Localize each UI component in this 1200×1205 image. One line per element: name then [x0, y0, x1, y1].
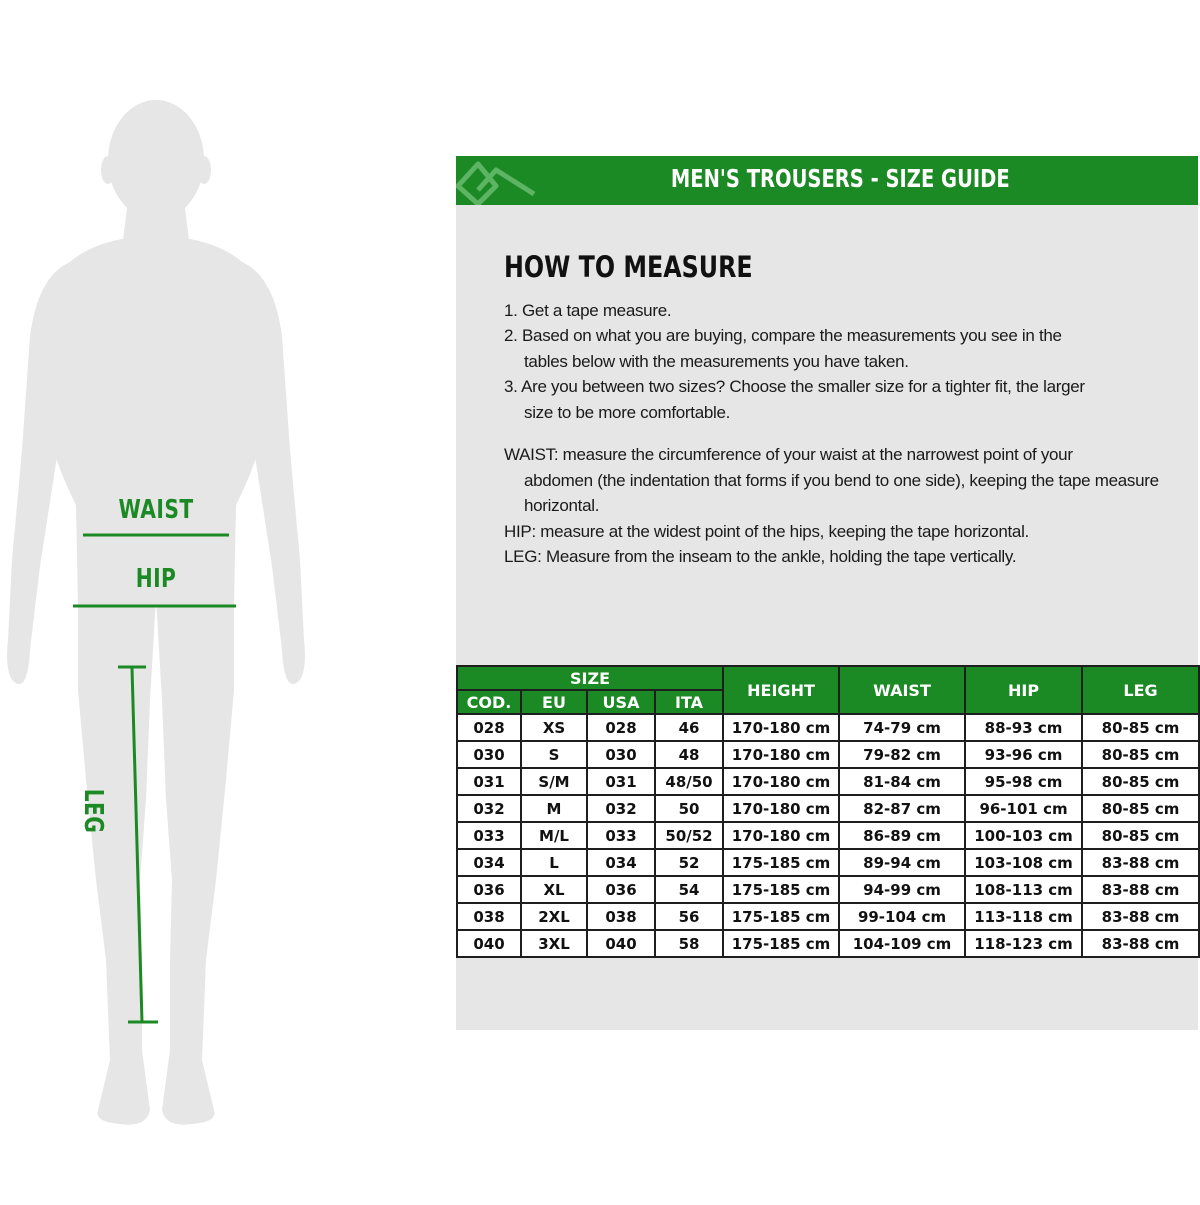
hip-instruction: HIP: measure at the widest point of the hips, keeping the tape horizontal. — [504, 522, 1029, 541]
body-measurement-figure — [0, 0, 440, 1200]
ita-cell: 52 — [655, 849, 723, 876]
eu-cell: S/M — [521, 768, 587, 795]
eu-cell: XS — [521, 714, 587, 741]
height-cell: 175-185 cm — [723, 876, 839, 903]
waist-instruction — [504, 442, 1166, 519]
waist-instruction-text: WAIST: measure the circumference of your waist at the narrowest point of your — [504, 445, 1073, 464]
leg-cell: 83-88 cm — [1082, 876, 1199, 903]
usa-cell: 038 — [587, 903, 655, 930]
leg-cell: 83-88 cm — [1082, 930, 1199, 957]
measure-step-2 — [504, 323, 1166, 374]
cod-cell: 031 — [457, 768, 521, 795]
waist-cell: 81-84 cm — [839, 768, 965, 795]
table-row — [457, 822, 1199, 849]
size-guide-panel — [456, 156, 1198, 1030]
usa-column-header: USA — [587, 690, 655, 714]
ita-cell: 58 — [655, 930, 723, 957]
usa-cell: 030 — [587, 741, 655, 768]
height-cell: 170-180 cm — [723, 795, 839, 822]
measure-step-2-continued: tables below with the measurements you have taken. — [524, 351, 909, 371]
table-row — [457, 876, 1199, 903]
height-cell: 170-180 cm — [723, 714, 839, 741]
eu-cell: S — [521, 741, 587, 768]
waist-column-header: WAIST — [839, 666, 965, 714]
body-silhouette-icon — [0, 0, 440, 1200]
table-row — [457, 849, 1199, 876]
usa-cell: 032 — [587, 795, 655, 822]
usa-cell: 031 — [587, 768, 655, 795]
height-cell: 175-185 cm — [723, 849, 839, 876]
brand-logo-icon — [456, 156, 546, 205]
size-table-body — [457, 714, 1199, 957]
measure-step-3 — [504, 374, 1166, 425]
ita-column-header: ITA — [655, 690, 723, 714]
measure-step-2-text: 2. Based on what you are buying, compare the measurements you see in the — [504, 326, 1062, 345]
size-table — [456, 665, 1200, 958]
cod-column-header: COD. — [457, 690, 521, 714]
table-row — [457, 795, 1199, 822]
how-to-measure-heading: HOW TO MEASURE — [504, 250, 753, 284]
ita-cell: 54 — [655, 876, 723, 903]
leg-cell: 80-85 cm — [1082, 822, 1199, 849]
usa-cell: 036 — [587, 876, 655, 903]
hip-cell: 96-101 cm — [965, 795, 1082, 822]
cod-cell: 033 — [457, 822, 521, 849]
usa-cell: 034 — [587, 849, 655, 876]
height-column-header: HEIGHT — [723, 666, 839, 714]
leg-cell: 80-85 cm — [1082, 795, 1199, 822]
table-row — [457, 930, 1199, 957]
ita-cell: 50/52 — [655, 822, 723, 849]
hip-cell: 108-113 cm — [965, 876, 1082, 903]
leg-label: LEG — [78, 788, 108, 834]
eu-cell: 3XL — [521, 930, 587, 957]
waist-cell: 86-89 cm — [839, 822, 965, 849]
eu-cell: XL — [521, 876, 587, 903]
cod-cell: 028 — [457, 714, 521, 741]
cod-cell: 036 — [457, 876, 521, 903]
hip-cell: 118-123 cm — [965, 930, 1082, 957]
measure-step-1-text: 1. Get a tape measure. — [504, 301, 672, 320]
table-row — [457, 903, 1199, 930]
size-group-header: SIZE — [457, 666, 723, 690]
leg-column-header: LEG — [1082, 666, 1199, 714]
cod-cell: 034 — [457, 849, 521, 876]
table-row — [457, 768, 1199, 795]
size-guide-header — [456, 156, 1198, 205]
height-cell: 170-180 cm — [723, 822, 839, 849]
eu-cell: M — [521, 795, 587, 822]
hip-cell: 93-96 cm — [965, 741, 1082, 768]
ita-cell: 50 — [655, 795, 723, 822]
leg-cell: 80-85 cm — [1082, 741, 1199, 768]
waist-cell: 74-79 cm — [839, 714, 965, 741]
table-row — [457, 741, 1199, 768]
waist-cell: 99-104 cm — [839, 903, 965, 930]
cod-cell: 040 — [457, 930, 521, 957]
hip-cell: 88-93 cm — [965, 714, 1082, 741]
leg-cell: 83-88 cm — [1082, 849, 1199, 876]
cod-cell: 032 — [457, 795, 521, 822]
size-guide-title: MEN'S TROUSERS - SIZE GUIDE — [670, 164, 1010, 193]
ita-cell: 48/50 — [655, 768, 723, 795]
usa-cell: 040 — [587, 930, 655, 957]
waist-cell: 94-99 cm — [839, 876, 965, 903]
cod-cell: 030 — [457, 741, 521, 768]
hip-column-header: HIP — [965, 666, 1082, 714]
height-cell: 175-185 cm — [723, 930, 839, 957]
leg-instruction: LEG: Measure from the inseam to the ankle, holding the tape vertically. — [504, 547, 1017, 566]
waist-cell: 82-87 cm — [839, 795, 965, 822]
eu-cell: L — [521, 849, 587, 876]
leg-cell: 80-85 cm — [1082, 714, 1199, 741]
usa-cell: 028 — [587, 714, 655, 741]
measure-step-1 — [504, 298, 1166, 324]
ita-cell: 56 — [655, 903, 723, 930]
measure-step-3-continued: size to be more comfortable. — [524, 402, 731, 422]
hip-cell: 100-103 cm — [965, 822, 1082, 849]
hip-label: HIP — [135, 564, 177, 594]
height-cell: 175-185 cm — [723, 903, 839, 930]
hip-cell: 113-118 cm — [965, 903, 1082, 930]
leg-cell: 83-88 cm — [1082, 903, 1199, 930]
measure-step-3-text: 3. Are you between two sizes? Choose the smaller size for a tighter fit, the larger — [504, 377, 1085, 396]
height-cell: 170-180 cm — [723, 768, 839, 795]
cod-cell: 038 — [457, 903, 521, 930]
waist-cell: 79-82 cm — [839, 741, 965, 768]
waist-cell: 89-94 cm — [839, 849, 965, 876]
ita-cell: 48 — [655, 741, 723, 768]
waist-instruction-continued: abdomen (the indentation that forms if you bend to one side), keeping the tape measure horizontal. — [524, 470, 1159, 515]
eu-cell: M/L — [521, 822, 587, 849]
waist-label: WAIST — [118, 495, 194, 525]
hip-cell: 95-98 cm — [965, 768, 1082, 795]
usa-cell: 033 — [587, 822, 655, 849]
waist-cell: 104-109 cm — [839, 930, 965, 957]
ita-cell: 46 — [655, 714, 723, 741]
eu-column-header: EU — [521, 690, 587, 714]
height-cell: 170-180 cm — [723, 741, 839, 768]
table-row — [457, 714, 1199, 741]
eu-cell: 2XL — [521, 903, 587, 930]
hip-cell: 103-108 cm — [965, 849, 1082, 876]
leg-cell: 80-85 cm — [1082, 768, 1199, 795]
